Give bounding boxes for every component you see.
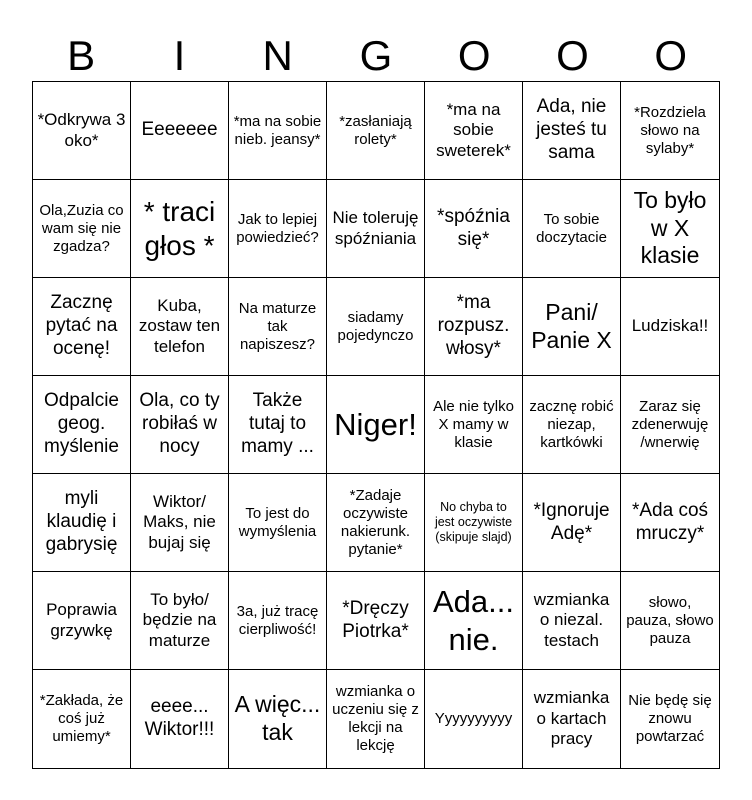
bingo-grid (32, 81, 720, 769)
bingo-cell[interactable]: A więc... tak (229, 670, 327, 768)
bingo-cell[interactable]: Także tutaj to mamy ... (229, 376, 327, 474)
bingo-cell[interactable]: Ludziska!! (621, 278, 719, 376)
bingo-cell[interactable]: Eeeeeee (131, 82, 229, 180)
bingo-cell[interactable]: Ola, co ty robiłaś w nocy (131, 376, 229, 474)
bingo-cell[interactable]: Odpalcie geog. myślenie (33, 376, 131, 474)
bingo-cell[interactable]: *Rozdziela słowo na sylaby* (621, 82, 719, 180)
bingo-cell[interactable]: *ma rozpusz. włosy* (425, 278, 523, 376)
bingo-cell[interactable]: *Zadaje oczywiste nakierunk. pytanie* (327, 474, 425, 572)
bingo-header (32, 30, 720, 82)
bingo-cell[interactable]: *Dręczy Piotrka* (327, 572, 425, 670)
bingo-cell[interactable]: To sobie doczytacie (523, 180, 621, 278)
bingo-cell[interactable]: Pani/ Panie X (523, 278, 621, 376)
bingo-cell[interactable]: Ada, nie jesteś tu sama (523, 82, 621, 180)
header-letter-g: G (359, 32, 393, 79)
bingo-cell[interactable]: Ola,Zuzia co wam się nie zgadza? (33, 180, 131, 278)
bingo-cell[interactable]: wzmianka o uczeniu się z lekcji na lekcję (327, 670, 425, 768)
bingo-cell[interactable]: To było/ będzie na maturze (131, 572, 229, 670)
bingo-cell[interactable]: Na maturze tak napiszesz? (229, 278, 327, 376)
bingo-cell[interactable]: Wiktor/ Maks, nie bujaj się (131, 474, 229, 572)
bingo-cell[interactable]: Kuba, zostaw ten telefon (131, 278, 229, 376)
bingo-cell[interactable]: Poprawia grzywkę (33, 572, 131, 670)
bingo-cell[interactable]: słowo, pauza, słowo pauza (621, 572, 719, 670)
bingo-cell[interactable]: To było w X klasie (621, 180, 719, 278)
bingo-cell[interactable]: wzmianka o niezal. testach (523, 572, 621, 670)
bingo-cell[interactable]: *zasłaniają rolety* (327, 82, 425, 180)
bingo-cell[interactable]: Yyyyyyyyyy (425, 670, 523, 768)
bingo-cell[interactable]: Zaraz się zdenerwuję /wnerwię (621, 376, 719, 474)
bingo-cell[interactable]: Jak to lepiej powiedzieć? (229, 180, 327, 278)
bingo-cell[interactable]: Ada... nie. (425, 572, 523, 670)
bingo-cell[interactable]: * traci głos * (131, 180, 229, 278)
bingo-cell[interactable]: eeee... Wiktor!!! (131, 670, 229, 768)
bingo-cell[interactable]: siadamy pojedynczo (327, 278, 425, 376)
bingo-cell[interactable]: *Ada coś mruczy* (621, 474, 719, 572)
bingo-cell[interactable]: No chyba to jest oczywiste (skipuje slajd) (425, 474, 523, 572)
bingo-cell[interactable]: *ma na sobie sweterek* (425, 82, 523, 180)
header-letter-o1: O (457, 32, 491, 79)
bingo-cell[interactable]: Nie toleruję spóźniania (327, 180, 425, 278)
bingo-cell[interactable]: *Zakłada, że coś już umiemy* (33, 670, 131, 768)
header-letter-o3: O (654, 32, 688, 79)
bingo-cell[interactable]: myli klaudię i gabrysię (33, 474, 131, 572)
bingo-cell[interactable]: Niger! (327, 376, 425, 474)
header-letter-o2: O (556, 32, 589, 79)
bingo-cell[interactable]: wzmianka o kartach pracy (523, 670, 621, 768)
bingo-cell[interactable]: *spóźnia się* (425, 180, 523, 278)
header-letter-b: B (67, 32, 96, 79)
header-letter-n: N (262, 32, 293, 79)
bingo-cell[interactable]: To jest do wymyślenia (229, 474, 327, 572)
bingo-cell[interactable]: *Ignoruje Adę* (523, 474, 621, 572)
bingo-cell[interactable]: Ale nie tylko X mamy w klasie (425, 376, 523, 474)
bingo-cell[interactable]: Zacznę pytać na ocenę! (33, 278, 131, 376)
bingo-cell[interactable]: *Odkrywa 3 oko* (33, 82, 131, 180)
bingo-cell[interactable]: *ma na sobie nieb. jeansy* (229, 82, 327, 180)
header-letter-i: I (173, 32, 186, 79)
bingo-cell[interactable]: zacznę robić niezap, kartkówki (523, 376, 621, 474)
bingo-cell[interactable]: Nie będę się znowu powtarzać (628, 692, 712, 745)
bingo-cell[interactable]: 3a, już tracę cierpliwość! (229, 572, 327, 670)
